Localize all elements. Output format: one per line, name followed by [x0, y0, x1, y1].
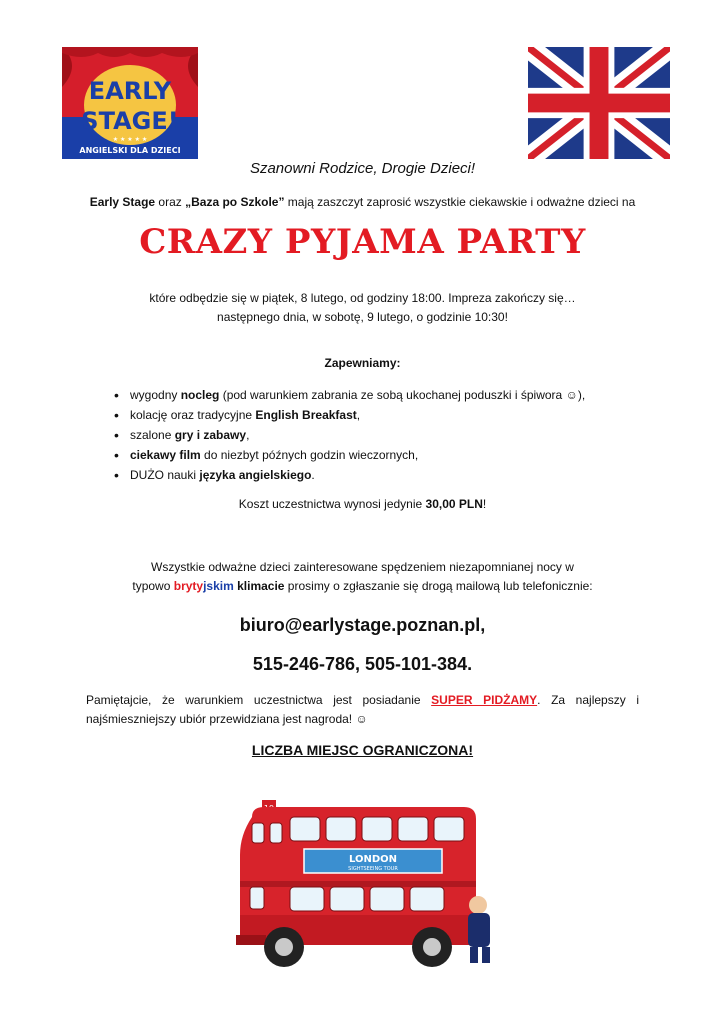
guarantee-heading: Zapewniamy: — [324, 356, 401, 370]
list-item: • kolację oraz tradycyjne English Breakfast, — [106, 405, 686, 425]
logo-text-stage: STAGE! — [81, 107, 179, 135]
dates-line-1: które odbędzie się w piątek, 8 lutego, od godziny 18:00. Impreza zakończy się… — [149, 291, 576, 305]
svg-text:★ ★ ★ ★ ★: ★ ★ ★ ★ ★ — [112, 136, 148, 143]
greeting: Szanowni Rodzice, Drogie Dzieci! — [249, 160, 476, 177]
list-item: • ciekawy film do niezbyt późnych godzin wieczornych, — [106, 445, 686, 465]
dates-line-2: następnego dnia, w sobotę, 9 lutego, o godzinie 10:30! — [217, 310, 508, 324]
pajama-note: Pamiętajcie, że warunkiem uczestnictwa jest posiadanie SUPER PIDŻAMY. Za najlepszy i najśmieszniejszy ubiór przewidziana jest nagroda! ☺ — [86, 693, 639, 726]
signup-text: Wszystkie odważne dzieci zainteresowane spędzeniem niezapomnianej nocy w typowo brytyjskim klimacie prosimy o zgłaszanie się drogą mailową lub telefonicznie: — [132, 560, 593, 593]
contact-phones[interactable]: 515-246-786, 505-101-384. — [252, 654, 473, 674]
union-jack-flag-icon — [528, 47, 670, 159]
org-early-stage: Early Stage — [89, 195, 156, 209]
double-decker-bus-icon — [232, 795, 507, 985]
party-title: CRAZY PYJAMA PARTY — [139, 222, 586, 262]
list-item: • szalone gry i zabawy, — [106, 425, 686, 445]
logo-text-subtitle: ANGIELSKI DLA DZIECI — [79, 146, 181, 155]
contact-email[interactable]: biuro@earlystage.poznan.pl, — [239, 615, 486, 635]
org-baza-po-szkole: „Baza po Szkole” — [185, 195, 285, 209]
svg-text:SIGHTSEEING TOUR: SIGHTSEEING TOUR — [348, 866, 398, 872]
cost-text: Koszt uczestnictwa wynosi jedynie 30,00 PLN! — [238, 497, 487, 511]
logo-text-early: EARLY — [88, 77, 172, 105]
benefits-list — [106, 385, 686, 485]
invite-text: Early Stage oraz „Baza po Szkole” mają zaszczyt zaprosić wszystkie ciekawskie i odważne dzieci na — [89, 195, 636, 209]
list-item: • wygodny nocleg (pod warunkiem zabrania ze sobą ukochanej poduszki i śpiwora ☺), — [106, 385, 686, 405]
cost-amount: 30,00 PLN — [425, 497, 483, 511]
super-pajama-highlight: SUPER PIDŻAMY — [431, 693, 538, 707]
event-dates — [0, 289, 725, 327]
svg-text:LONDON: LONDON — [348, 854, 398, 865]
early-stage-logo — [62, 47, 198, 159]
list-item: • DUŻO nauki języka angielskiego. — [106, 465, 686, 485]
limited-places-notice: LICZBA MIEJSC OGRANICZONA! — [251, 742, 474, 758]
